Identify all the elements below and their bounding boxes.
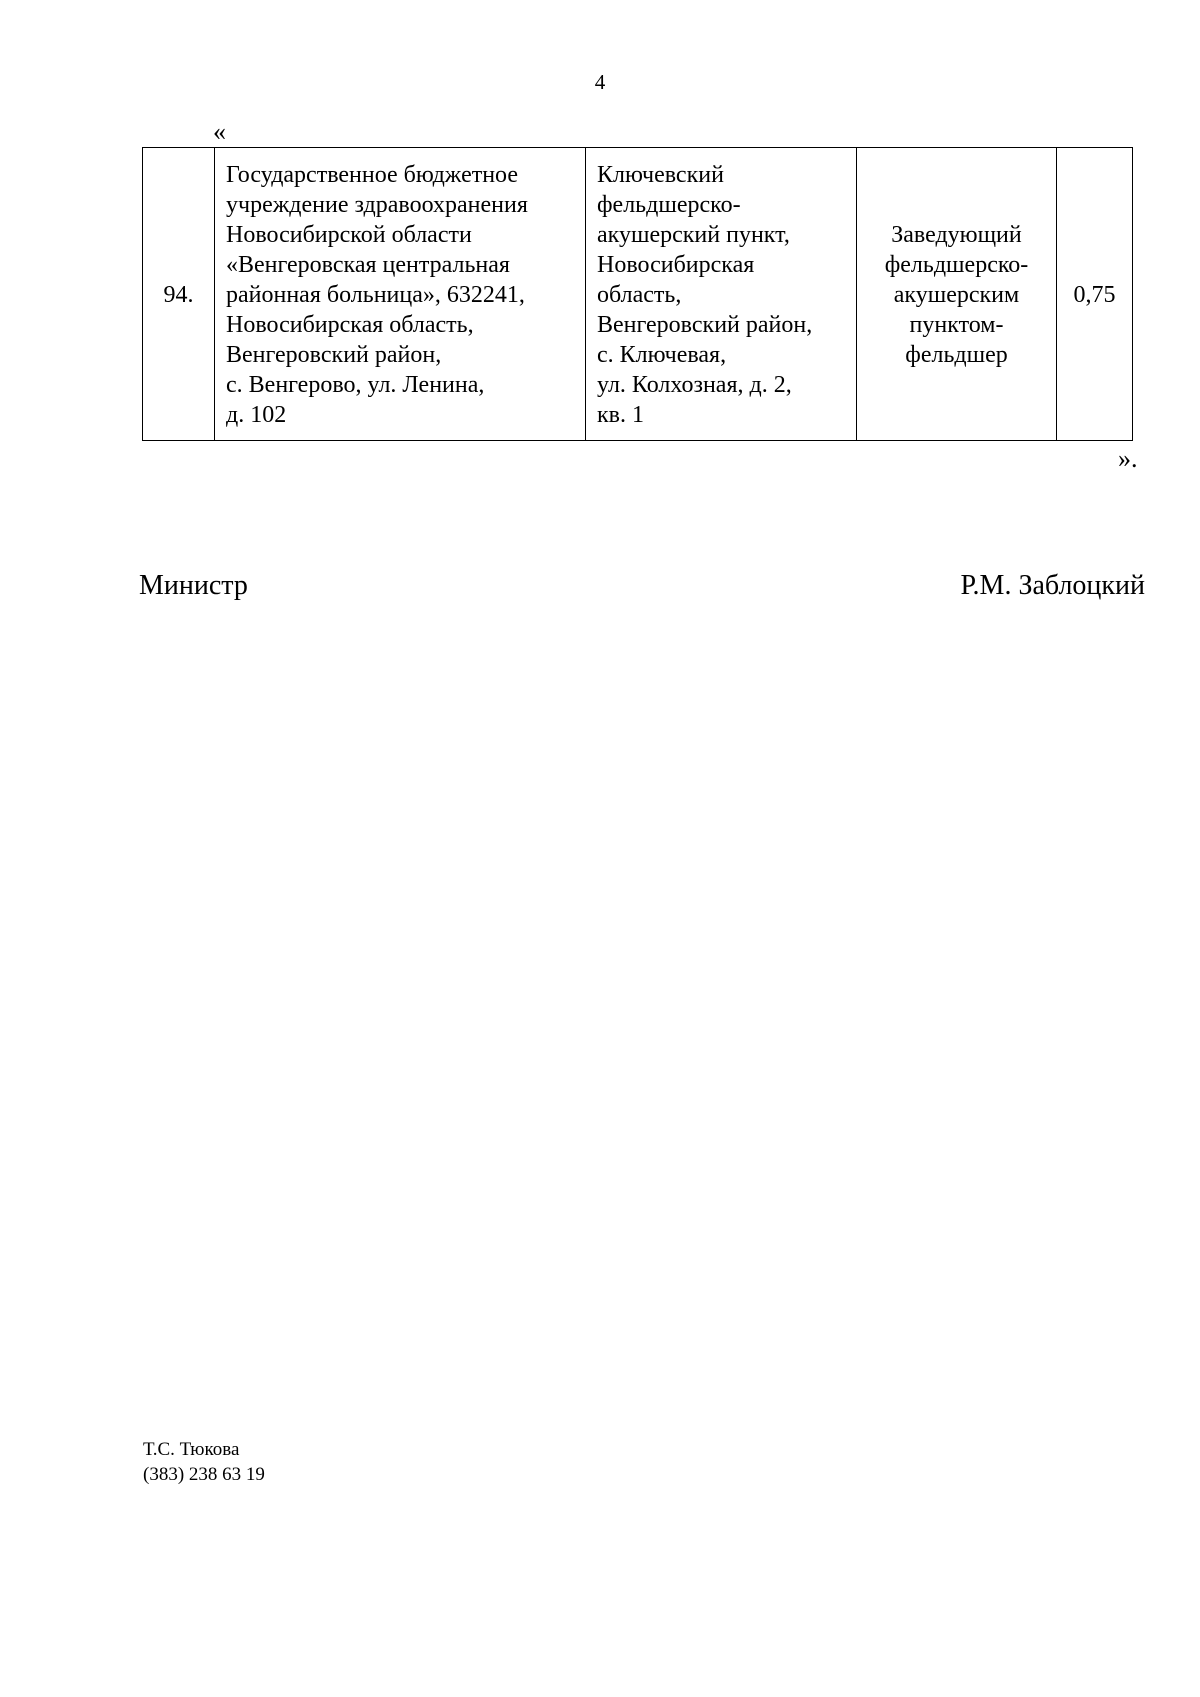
opening-quote: «	[213, 117, 226, 146]
position-line: Заведующий	[891, 222, 1022, 248]
rate-cell: 0,75	[1057, 148, 1133, 441]
entry-table	[142, 147, 1133, 441]
signatory-title: Министр	[139, 570, 248, 601]
institution-line: с. Венгерово, ул. Ленина,	[226, 372, 485, 398]
institution-line: Новосибирской области	[226, 222, 472, 248]
position-cell	[857, 148, 1057, 441]
institution-line: Венгеровский район,	[226, 342, 442, 368]
signatory-name: Р.М. Заблоцкий	[960, 570, 1145, 601]
institution-line: «Венгеровская центральная	[226, 252, 510, 278]
executor-name: Т.С. Тюкова	[143, 1439, 240, 1460]
institution-line: районная больница», 632241,	[226, 282, 525, 308]
medical-point-line: область,	[597, 282, 682, 308]
position-line: фельдшерско-	[884, 252, 1029, 278]
institution-line: учреждение здравоохранения	[226, 192, 528, 218]
medical-point-line: Новосибирская	[597, 252, 755, 278]
page-number: 4	[594, 70, 606, 94]
medical-point-line: Ключевский	[597, 162, 724, 188]
executor-block	[143, 1437, 265, 1487]
table-row	[143, 148, 1133, 441]
position-line: акушерским	[893, 282, 1020, 308]
row-number-cell: 94.	[143, 148, 215, 441]
institution-line: д. 102	[226, 402, 287, 428]
position-line: фельдшер	[905, 342, 1008, 368]
medical-point-line: акушерский пункт,	[597, 222, 790, 248]
medical-point-cell	[586, 148, 857, 441]
executor-phone: (383) 238 63 19	[143, 1464, 265, 1485]
institution-line: Государственное бюджетное	[226, 162, 518, 188]
medical-point-line: с. Ключевая,	[597, 342, 727, 368]
position-line: пунктом-	[909, 312, 1004, 338]
medical-point-line: фельдшерско-	[597, 192, 741, 218]
medical-point-line: кв. 1	[597, 402, 644, 428]
medical-point-line: Венгеровский район,	[597, 312, 813, 338]
institution-line: Новосибирская область,	[226, 312, 474, 338]
closing-quote: ».	[1118, 444, 1138, 473]
medical-point-line: ул. Колхозная, д. 2,	[597, 372, 792, 398]
institution-cell	[215, 148, 586, 441]
